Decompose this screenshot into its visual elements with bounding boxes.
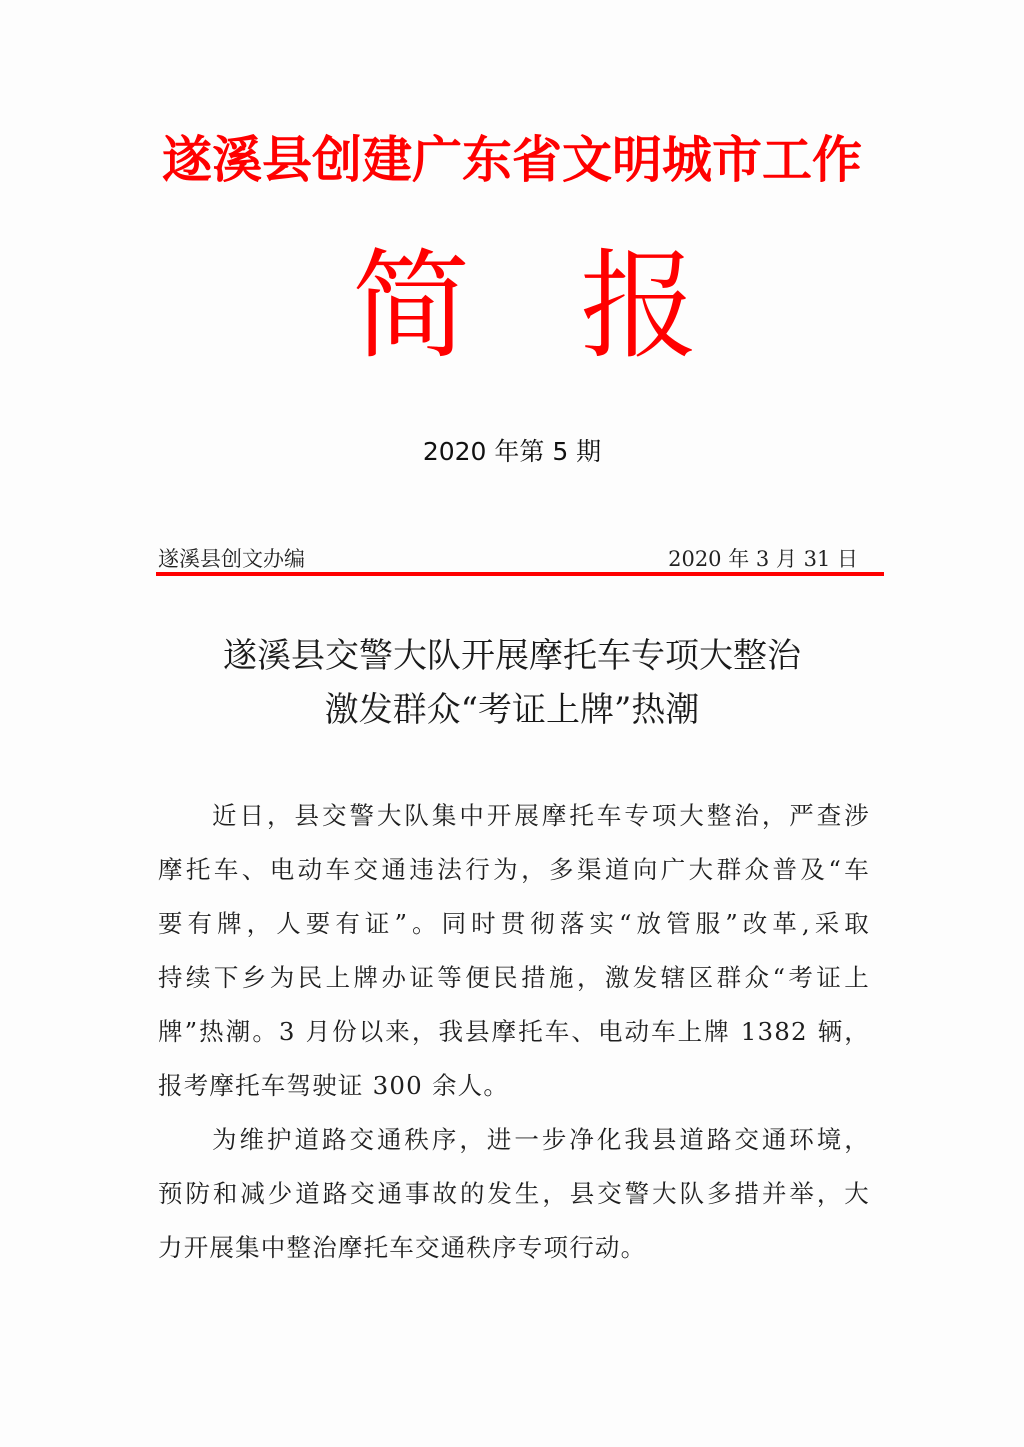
paragraph-line: 近日，县交警大队集中开展摩托车专项大整治，严查涉 <box>212 801 870 830</box>
paragraph-line: 持续下乡为民上牌办证等便民措施，激发辖区群众“考证上 <box>158 963 870 992</box>
paragraph-line: 牌”热潮。3 月份以来，我县摩托车、电动车上牌 1382 辆， <box>158 1017 870 1046</box>
paragraph-line: 报考摩托车驾驶证 300 余人。 <box>158 1071 510 1100</box>
masthead-big-char-1: 简 <box>352 237 471 375</box>
paragraph-line: 预防和减少道路交通事故的发生，县交警大队多措并举，大 <box>158 1179 870 1208</box>
issue-number: 2020 年第 5 期 <box>422 437 602 466</box>
paragraph-line: 摩托车、电动车交通违法行为，多渠道向广大群众普及“车 <box>158 855 870 884</box>
paragraph-line: 为维护道路交通秩序，进一步净化我县道路交通环境， <box>212 1125 870 1154</box>
article-headline-line-2: 激发群众“考证上牌”热潮 <box>324 690 700 730</box>
red-divider-rule <box>156 572 884 576</box>
paragraph-line: 力开展集中整治摩托车交通秩序专项行动。 <box>158 1233 647 1262</box>
editor-label: 遂溪县创文办编 <box>158 547 305 571</box>
publish-date: 2020 年 3 月 31 日 <box>668 547 858 571</box>
masthead-title: 遂溪县创建广东省文明城市工作 <box>162 131 862 189</box>
masthead-big-char-2: 报 <box>580 237 699 375</box>
paragraph-line: 要有牌，人要有证”。同时贯彻落实“放管服”改革,采取 <box>158 909 870 938</box>
article-headline-line-1: 遂溪县交警大队开展摩托车专项大整治 <box>223 636 801 676</box>
